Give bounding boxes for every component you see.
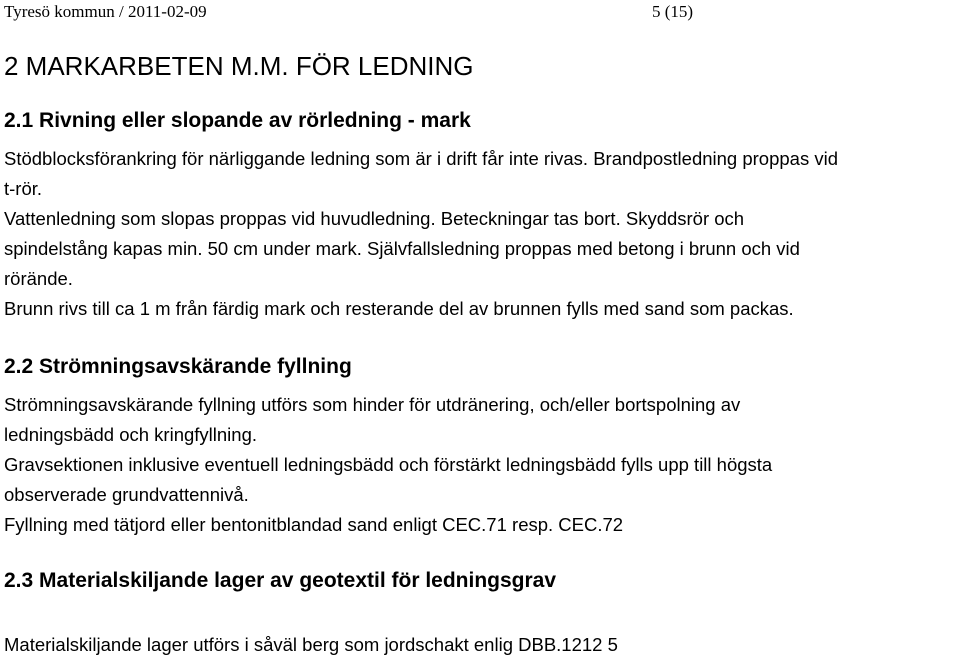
text-line: Stödblocksförankring för närliggande ledning som är i drift får inte rivas. Brandpostledning proppas vid (4, 148, 838, 169)
text-line: spindelstång kapas min. 50 cm under mark. Självfallsledning proppas med betong i brunn och vid (4, 238, 800, 259)
header-page-number: 5 (15) (652, 2, 694, 21)
text-line: rörände. (4, 268, 73, 289)
text-line: Gravsektionen inklusive eventuell ledningsbädd och förstärkt ledningsbädd fylls upp till högsta (4, 454, 773, 475)
text-line: Brunn rivs till ca 1 m från färdig mark och resterande del av brunnen fylls med sand som packas. (4, 298, 794, 319)
section-2-3-body (4, 630, 959, 660)
header-organization-date: Tyresö kommun / 2011-02-09 (4, 2, 207, 21)
section-2-2-body (4, 390, 959, 540)
text-line: Materialskiljande lager utförs i såväl berg som jordschakt enlig DBB.1212 5 (4, 634, 618, 655)
text-line: Fyllning med tätjord eller bentonitblandad sand enligt CEC.71 resp. CEC.72 (4, 514, 624, 535)
main-heading: 2 MARKARBETEN M.M. FÖR LEDNING (4, 51, 474, 81)
section-2-2-heading: 2.2 Strömningsavskärande fyllning (4, 355, 352, 378)
section-2-1-body (4, 144, 959, 324)
text-line: Strömningsavskärande fyllning utförs som hinder för utdränering, och/eller bortspolning av (4, 394, 741, 415)
page-header (4, 2, 704, 26)
section-2-3-heading: 2.3 Materialskiljande lager av geotextil för ledningsgrav (4, 569, 557, 592)
text-line: Vattenledning som slopas proppas vid huvudledning. Beteckningar tas bort. Skyddsrör och (4, 208, 745, 229)
text-line: observerade grundvattennivå. (4, 484, 249, 505)
section-2-1-heading: 2.1 Rivning eller slopande av rörledning - mark (4, 109, 471, 132)
text-line: t-rör. (4, 178, 43, 199)
text-line: ledningsbädd och kringfyllning. (4, 424, 258, 445)
